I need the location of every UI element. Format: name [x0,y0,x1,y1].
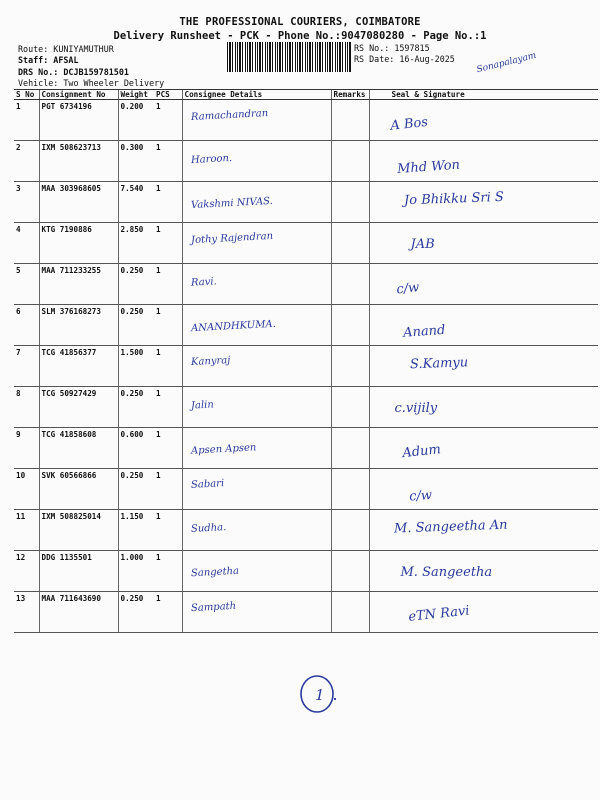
page-circle-mark [298,674,338,714]
consignee-cell [182,100,331,141]
signature-cell [369,305,598,346]
signature-scrawl: Jo Bhikku Sri S [403,189,504,209]
sno-cell: 9 [14,428,39,469]
sno-cell: 4 [14,223,39,264]
signature-scrawl: c.vijily [394,401,438,416]
table-row [14,223,598,264]
pcs-cell: 1 [154,182,182,223]
consignee-handwriting: Apsen Apsen [190,442,257,457]
consignment-cell: TCG 41858608 [39,428,118,469]
consignment-cell: MAA 303968605 [39,182,118,223]
table-row [14,182,598,223]
weight-cell: 0.200 [118,100,154,141]
consignee-handwriting: Sangetha [190,565,239,580]
table-row [14,387,598,428]
signature-scrawl: JAB [410,237,435,252]
consignee-handwriting: Sabari [190,478,224,491]
weight-cell: 0.250 [118,305,154,346]
signature-cell [369,592,598,633]
remarks-cell [331,346,369,387]
signature-scrawl: c/w [395,280,420,298]
pcs-cell: 1 [154,428,182,469]
pcs-cell: 1 [154,387,182,428]
sno-cell: 5 [14,264,39,305]
consignee-cell [182,264,331,305]
consignee-cell [182,141,331,182]
col-header-signature: Seal & Signature [369,90,598,100]
weight-cell: 7.540 [118,182,154,223]
pcs-cell: 1 [154,592,182,633]
signature-cell [369,346,598,387]
sno-cell: 13 [14,592,39,633]
pcs-cell: 1 [154,141,182,182]
col-header-consignee: Consignee Details [182,90,331,100]
signature-cell [369,510,598,551]
signature-scrawl: M. Sangeetha An [393,517,508,537]
consignment-cell: DDG 1135501 [39,551,118,592]
rs-number: RS No.: 1597815 [354,43,430,53]
weight-cell: 0.250 [118,592,154,633]
col-header-weight: Weight [118,90,154,100]
consignee-cell [182,551,331,592]
remarks-cell [331,223,369,264]
handwritten-area-note: Sonapalayam [475,50,538,76]
table-row [14,428,598,469]
consignee-handwriting: Haroon. [190,152,232,167]
consignee-handwriting: Ravi. [190,276,217,289]
weight-cell: 2.850 [118,223,154,264]
company-title: THE PROFESSIONAL COURIERS, COIMBATORE [179,16,421,28]
weight-cell: 0.250 [118,469,154,510]
remarks-cell [331,469,369,510]
pcs-cell: 1 [154,346,182,387]
consignment-cell: KTG 7190886 [39,223,118,264]
consignee-cell [182,346,331,387]
remarks-cell [331,428,369,469]
consignment-cell: PGT 6734196 [39,100,118,141]
signature-cell [369,428,598,469]
col-header-sno: S No [14,90,39,100]
consignee-cell [182,305,331,346]
table-row [14,469,598,510]
signature-cell [369,469,598,510]
table-row [14,100,598,141]
signature-cell [369,100,598,141]
runsheet-subtitle: Delivery Runsheet - PCK - Phone No.:9047080280 - Page No.:1 [113,30,487,42]
weight-cell: 1.500 [118,346,154,387]
signature-scrawl: A Bos [389,114,429,134]
signature-scrawl: M. Sangeetha [400,565,493,580]
remarks-cell [331,264,369,305]
signature-cell [369,182,598,223]
consignee-handwriting: ANANDHKUMA. [190,318,276,335]
signature-scrawl: Adum [401,442,442,462]
pcs-cell: 1 [154,223,182,264]
pcs-cell: 1 [154,551,182,592]
consignee-handwriting: Jothy Rajendran [190,230,273,247]
pcs-cell: 1 [154,264,182,305]
consignment-cell: IXM 508825014 [39,510,118,551]
drs-number: DRS No.: DCJB159781501 [18,67,129,77]
remarks-cell [331,100,369,141]
consignee-handwriting: Vakshmi NIVAS. [190,195,273,212]
sno-cell: 6 [14,305,39,346]
rs-date: RS Date: 16-Aug-2025 [354,54,455,64]
table-row [14,510,598,551]
table-row [14,264,598,305]
signature-cell [369,264,598,305]
consignee-handwriting: Jalin [190,399,214,412]
table-row [14,592,598,633]
table-row [14,346,598,387]
consignee-handwriting: Sampath [190,600,236,615]
signature-scrawl: S.Kamyu [409,355,468,373]
pcs-cell: 1 [154,510,182,551]
remarks-cell [331,592,369,633]
consignment-cell: TCG 50927429 [39,387,118,428]
consignee-cell [182,592,331,633]
signature-cell [369,141,598,182]
signature-scrawl: Mhd Won [396,157,460,177]
consignee-cell [182,182,331,223]
weight-cell: 0.600 [118,428,154,469]
route-label: Route: KUNIYAMUTHUR [18,44,114,54]
weight-cell: 0.300 [118,141,154,182]
weight-cell: 0.250 [118,264,154,305]
table-row [14,305,598,346]
vehicle-label: Vehicle: Two Wheeler Delivery [18,78,165,88]
remarks-cell [331,510,369,551]
signature-cell [369,551,598,592]
consignee-cell [182,469,331,510]
barcode [227,42,351,72]
sno-cell: 8 [14,387,39,428]
consignment-cell: MAA 711233255 [39,264,118,305]
sno-cell: 7 [14,346,39,387]
consignment-cell: SLM 376168273 [39,305,118,346]
consignee-handwriting: Sudha. [190,522,227,535]
pcs-cell: 1 [154,100,182,141]
table-header-row [14,90,598,100]
consignee-handwriting: Ramachandran [190,107,268,124]
signature-cell [369,387,598,428]
sno-cell: 1 [14,100,39,141]
consignment-cell: MAA 711643690 [39,592,118,633]
remarks-cell [331,141,369,182]
table-row [14,551,598,592]
signature-scrawl: Anand [402,322,446,341]
col-header-pcs: PCS [154,90,182,100]
sno-cell: 11 [14,510,39,551]
consignment-cell: TCG 41856377 [39,346,118,387]
pcs-cell: 1 [154,305,182,346]
col-header-consignment: Consignment No [39,90,118,100]
sno-cell: 3 [14,182,39,223]
sno-cell: 2 [14,141,39,182]
consignee-cell [182,510,331,551]
consignee-cell [182,428,331,469]
remarks-cell [331,551,369,592]
sno-cell: 12 [14,551,39,592]
staff-label: Staff: AFSAL [18,55,79,65]
consignee-handwriting: Kanyraj [190,354,231,369]
signature-scrawl: eTN Ravi [407,603,470,625]
consignee-cell [182,387,331,428]
pcs-cell: 1 [154,469,182,510]
weight-cell: 1.150 [118,510,154,551]
remarks-cell [331,387,369,428]
col-header-remarks: Remarks [331,90,369,100]
remarks-cell [331,182,369,223]
signature-scrawl: c/w [408,487,432,505]
remarks-cell [331,305,369,346]
runsheet-table [14,89,598,633]
weight-cell: 0.250 [118,387,154,428]
signature-cell [369,223,598,264]
table-row [14,141,598,182]
consignment-cell: IXM 508623713 [39,141,118,182]
consignee-cell [182,223,331,264]
weight-cell: 1.000 [118,551,154,592]
sno-cell: 10 [14,469,39,510]
consignment-cell: SVK 60566866 [39,469,118,510]
page-number-mark: 1 [315,686,325,704]
